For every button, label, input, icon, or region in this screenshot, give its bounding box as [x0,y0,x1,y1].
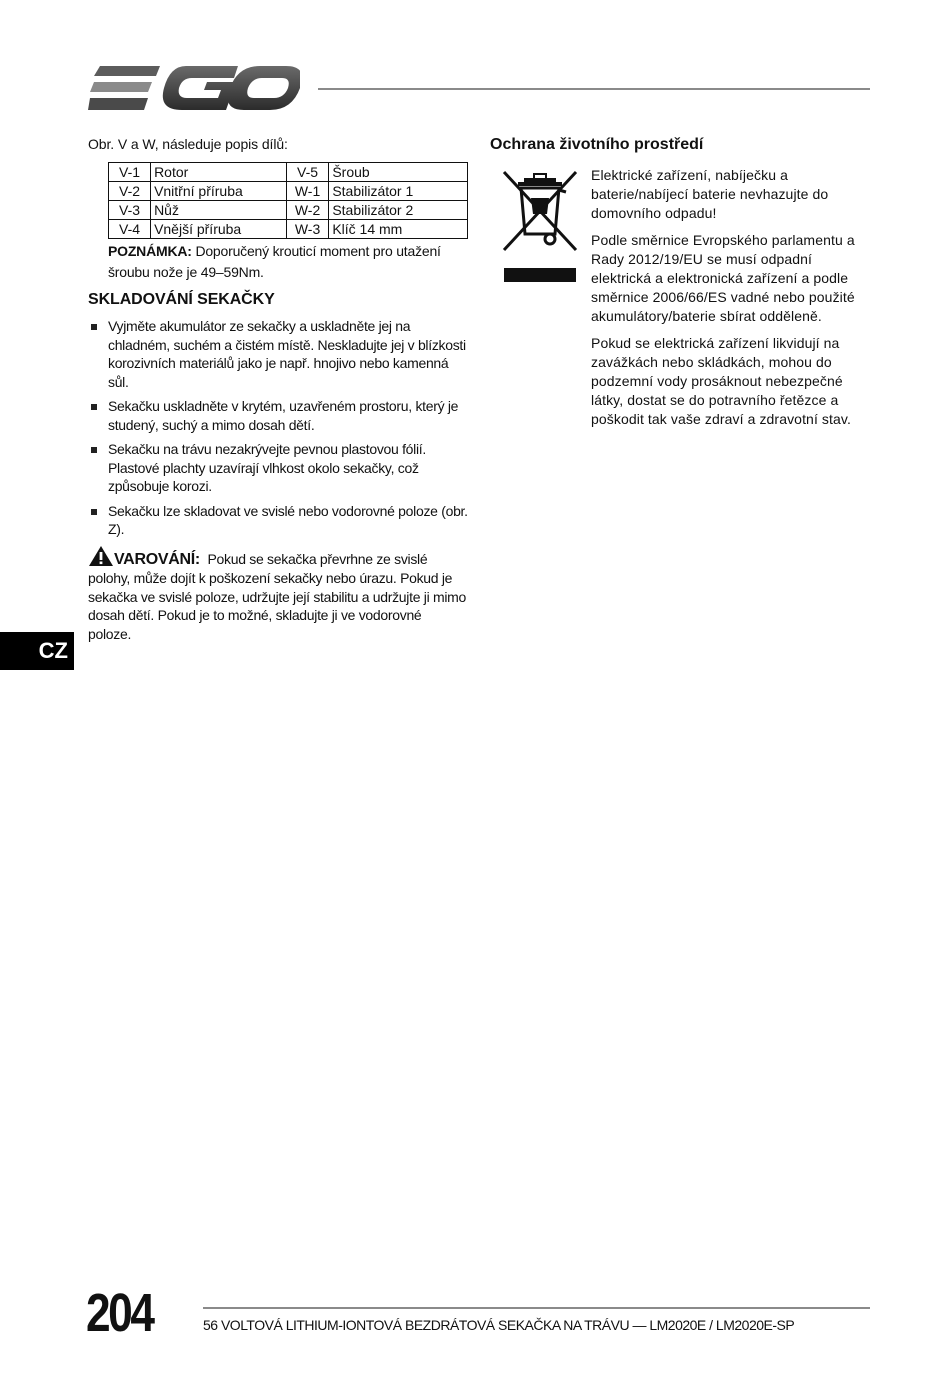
part-name: Šroub [329,163,468,182]
page-number: 204 [86,1283,153,1343]
note-text: Doporučený krouticí moment pro utažení šroubu nože je 49–59Nm. [108,243,441,280]
table-row [109,182,468,201]
left-column [88,134,468,643]
part-code: W-3 [286,220,329,239]
ego-logo [86,62,300,114]
part-name: Stabilizátor 1 [329,182,468,201]
table-row [109,201,468,220]
part-code: V-1 [109,163,151,182]
env-paragraph: Elektrické zařízení, nabíječku a baterie/nabíjecí baterie nevhazujte do domovního odpadu! [591,167,829,221]
environment-heading: Ochrana životního prostředí [490,136,704,153]
part-name: Stabilizátor 2 [329,201,468,220]
env-paragraph: Podle směrnice Evropského parlamentu a Rady 2012/19/EU se musí odpadní elektrická a elektronická zařízení a podle směrnice 2006/66/ES vadné nebo použité akumulátory/baterie sbírat odděleně. [591,232,855,324]
language-tab: CZ [0,632,74,670]
list-item: Sekačku lze skladovat ve svislé nebo vodorovné poloze (obr. Z). [88,502,468,539]
storage-list [88,317,468,539]
env-paragraph: Pokud se elektrická zařízení likvidují na zavážkách nebo skládkách, mohou do podzemní vody prosáknout nebezpečné látky, dostat se do potravního řetězce a poškodit tak vaše zdraví a zdravotní stav. [591,335,851,427]
warning-label: VAROVÁNÍ: [114,550,200,568]
torque-note [108,241,468,283]
part-code: W-2 [286,201,329,220]
header-rule [318,88,870,90]
storage-heading: SKLADOVÁNÍ SEKAČKY [88,291,275,308]
right-column [490,134,870,437]
part-name: Klíč 14 mm [329,220,468,239]
parts-intro: Obr. V a W, následuje popis dílů: [88,136,288,152]
table-row [109,220,468,239]
table-row [109,163,468,182]
part-name: Rotor [151,163,287,182]
footer-rule [203,1307,870,1309]
list-item: Sekačku uskladněte v krytém, uzavřeném prostoru, který je studený, suchý a mimo dosah dětí. [88,397,468,434]
part-name: Vnitřní příruba [151,182,287,201]
part-code: V-2 [109,182,151,201]
environment-text [591,166,870,429]
crossed-out-wheelie-bin-icon [498,168,582,284]
part-code: V-4 [109,220,151,239]
note-label: POZNÁMKA: [108,243,192,259]
part-name: Vnější příruba [151,220,287,239]
part-code: V-5 [286,163,329,182]
storage-warning [88,545,468,644]
part-code: W-1 [286,182,329,201]
part-code: V-3 [109,201,151,220]
list-item: Sekačku na trávu nezakrývejte pevnou plastovou fólií. Plastové plachty uzavírají vlhkost okolo sekačky, což způsobuje korozi. [88,440,468,496]
footer-title: 56 VOLTOVÁ LITHIUM-IONTOVÁ BEZDRÁTOVÁ SEKAČKA NA TRÁVU — LM2020E / LM2020E-SP [203,1317,795,1333]
part-name: Nůž [151,201,287,220]
list-item: Vyjměte akumulátor ze sekačky a uskladněte jej na chladném, suchém a čistém místě. Neskladujte jej v blízkosti korozivních materiálů jako je např. hnojivo nebo kamenná sůl. [88,317,468,391]
warning-triangle-icon [88,545,114,567]
parts-table [108,162,468,239]
warning-text: Pokud se sekačka převrhne ze svislé polohy, může dojít k poškození sekačky nebo úrazu. Pokud je sekačka ve svislé poloze, udržujte její stabilitu a udržujte ji mimo dosah dětí. Pokud je to možné, skladujte ji ve vodorovné poloze. [88,550,466,642]
